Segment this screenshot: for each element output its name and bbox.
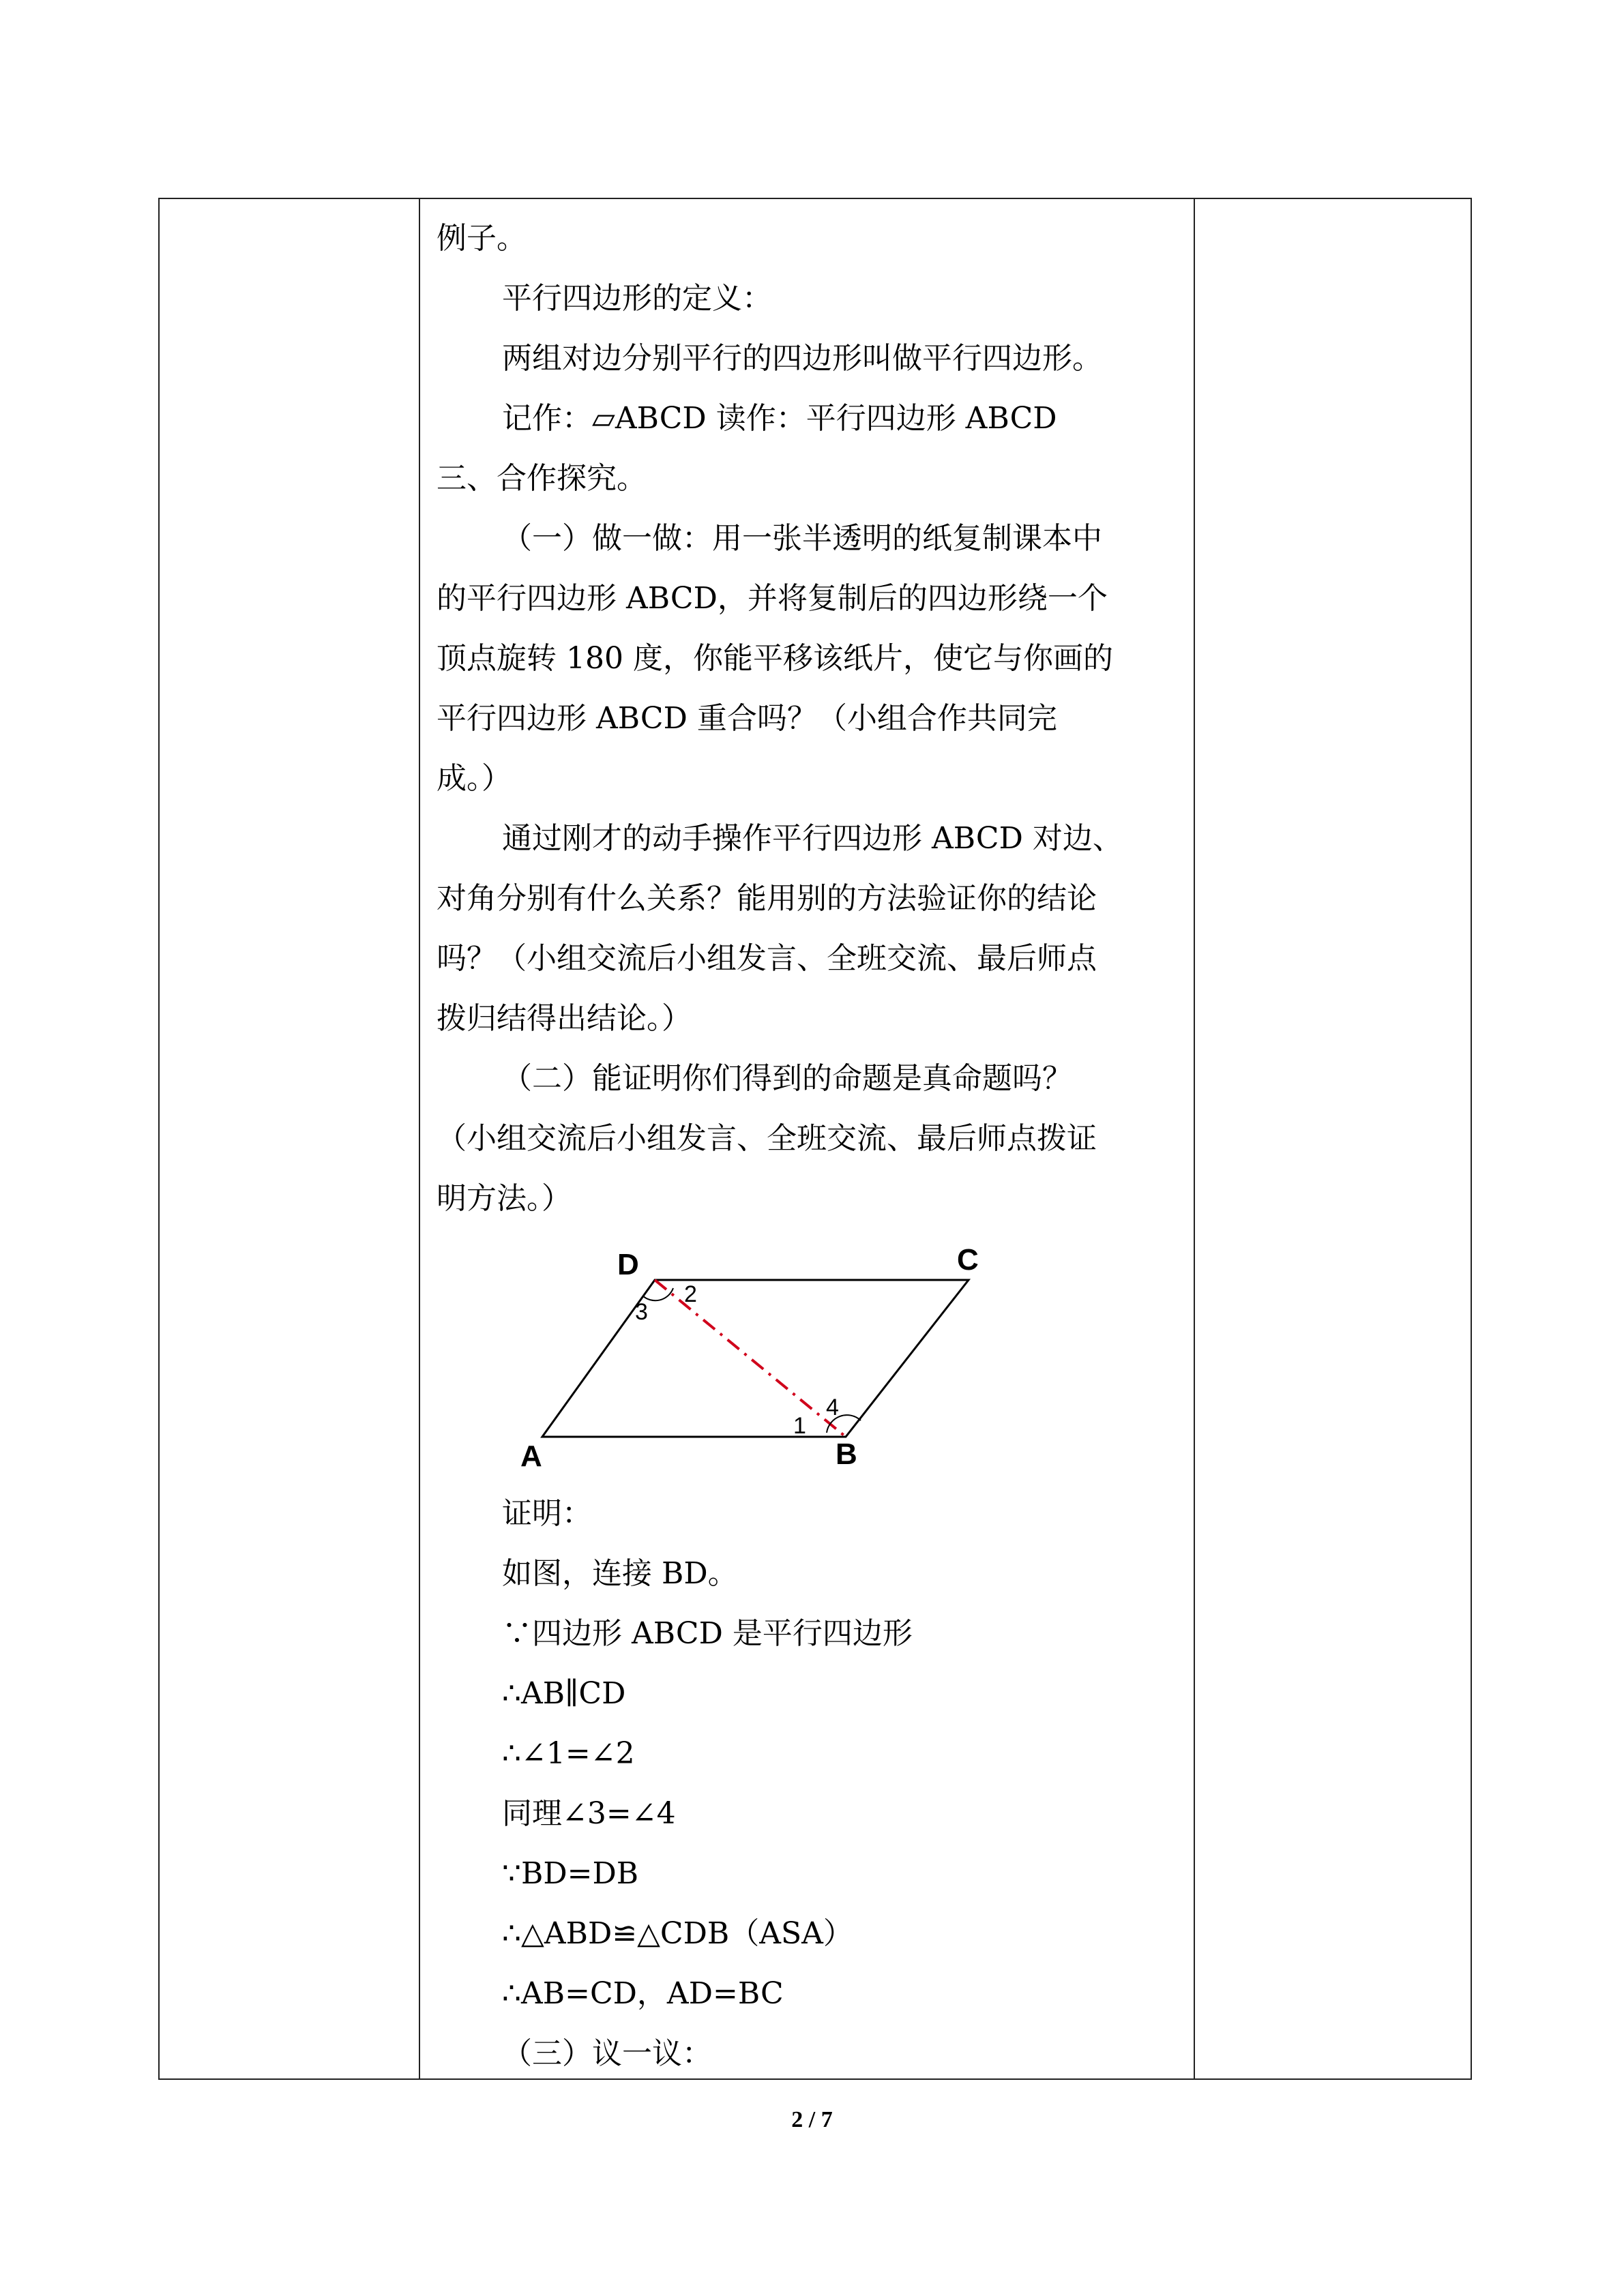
text-line: 吗？（小组交流后小组发言、全班交流、最后师点 bbox=[437, 941, 1097, 976]
text-line: 平行四边形 ABCD 重合吗？（小组合作共同完 bbox=[437, 701, 1057, 736]
parallelogram-outline bbox=[542, 1280, 969, 1437]
proof-line: 证明： bbox=[502, 1496, 592, 1531]
column-divider-2 bbox=[1194, 199, 1195, 2078]
proof-line: 同理∠3=∠4 bbox=[502, 1796, 676, 1831]
vertex-label-d: D bbox=[617, 1248, 639, 1281]
text-line: 两组对边分别平行的四边形叫做平行四边形。 bbox=[502, 341, 1102, 376]
text-line: 明方法。） bbox=[437, 1181, 572, 1216]
vertex-label-c: C bbox=[957, 1243, 979, 1277]
text-line: （小组交流后小组发言、全班交流、最后师点拨证 bbox=[437, 1121, 1097, 1156]
proof-line: ∴∠1=∠2 bbox=[502, 1736, 635, 1771]
vertex-label-a: A bbox=[520, 1440, 542, 1471]
vertex-label-b: B bbox=[836, 1437, 857, 1471]
text-line: 的平行四边形 ABCD，并将复制后的四边形绕一个 bbox=[437, 581, 1108, 616]
text-line: 顶点旋转 180 度，你能平移该纸片，使它与你画的 bbox=[437, 641, 1113, 676]
proof-line: ∴AB∥CD bbox=[502, 1676, 626, 1711]
proof-line: （三）议一议： bbox=[502, 2036, 712, 2071]
text-line: 成。） bbox=[437, 761, 512, 796]
text-line: 对角分别有什么关系？能用别的方法验证你的结论 bbox=[437, 881, 1097, 916]
text-line: 例子。 bbox=[437, 221, 527, 256]
column-divider-1 bbox=[419, 199, 420, 2078]
angle-label-3: 3 bbox=[635, 1299, 648, 1325]
text-line: （一）做一做：用一张半透明的纸复制课本中 bbox=[502, 521, 1102, 556]
diagonal-bd bbox=[655, 1280, 846, 1437]
proof-line: ∴△ABD≌△CDB（ASA） bbox=[502, 1916, 853, 1951]
page-number: 2 / 7 bbox=[791, 2107, 833, 2132]
text-line: 通过刚才的动手操作平行四边形 ABCD 对边、 bbox=[502, 821, 1123, 856]
text-line: （二）能证明你们得到的命题是真命题吗？ bbox=[502, 1061, 1072, 1096]
angle-label-1: 1 bbox=[793, 1413, 806, 1439]
parallelogram-figure bbox=[501, 1239, 979, 1471]
proof-line: ∴AB=CD，AD=BC bbox=[502, 1976, 784, 2011]
proof-line: 如图，连接 BD。 bbox=[502, 1556, 738, 1591]
text-line: 拨归结得出结论。） bbox=[437, 1001, 692, 1036]
text-line: 记作：▱ABCD 读作：平行四边形 ABCD bbox=[502, 401, 1057, 436]
proof-line: ∵四边形 ABCD 是平行四边形 bbox=[502, 1616, 913, 1651]
angle-label-2: 2 bbox=[684, 1281, 697, 1307]
section-heading: 三、合作探究。 bbox=[437, 461, 647, 496]
proof-line: ∵BD=DB bbox=[502, 1856, 639, 1891]
angle-label-4: 4 bbox=[826, 1395, 839, 1420]
text-line: 平行四边形的定义： bbox=[502, 281, 772, 316]
